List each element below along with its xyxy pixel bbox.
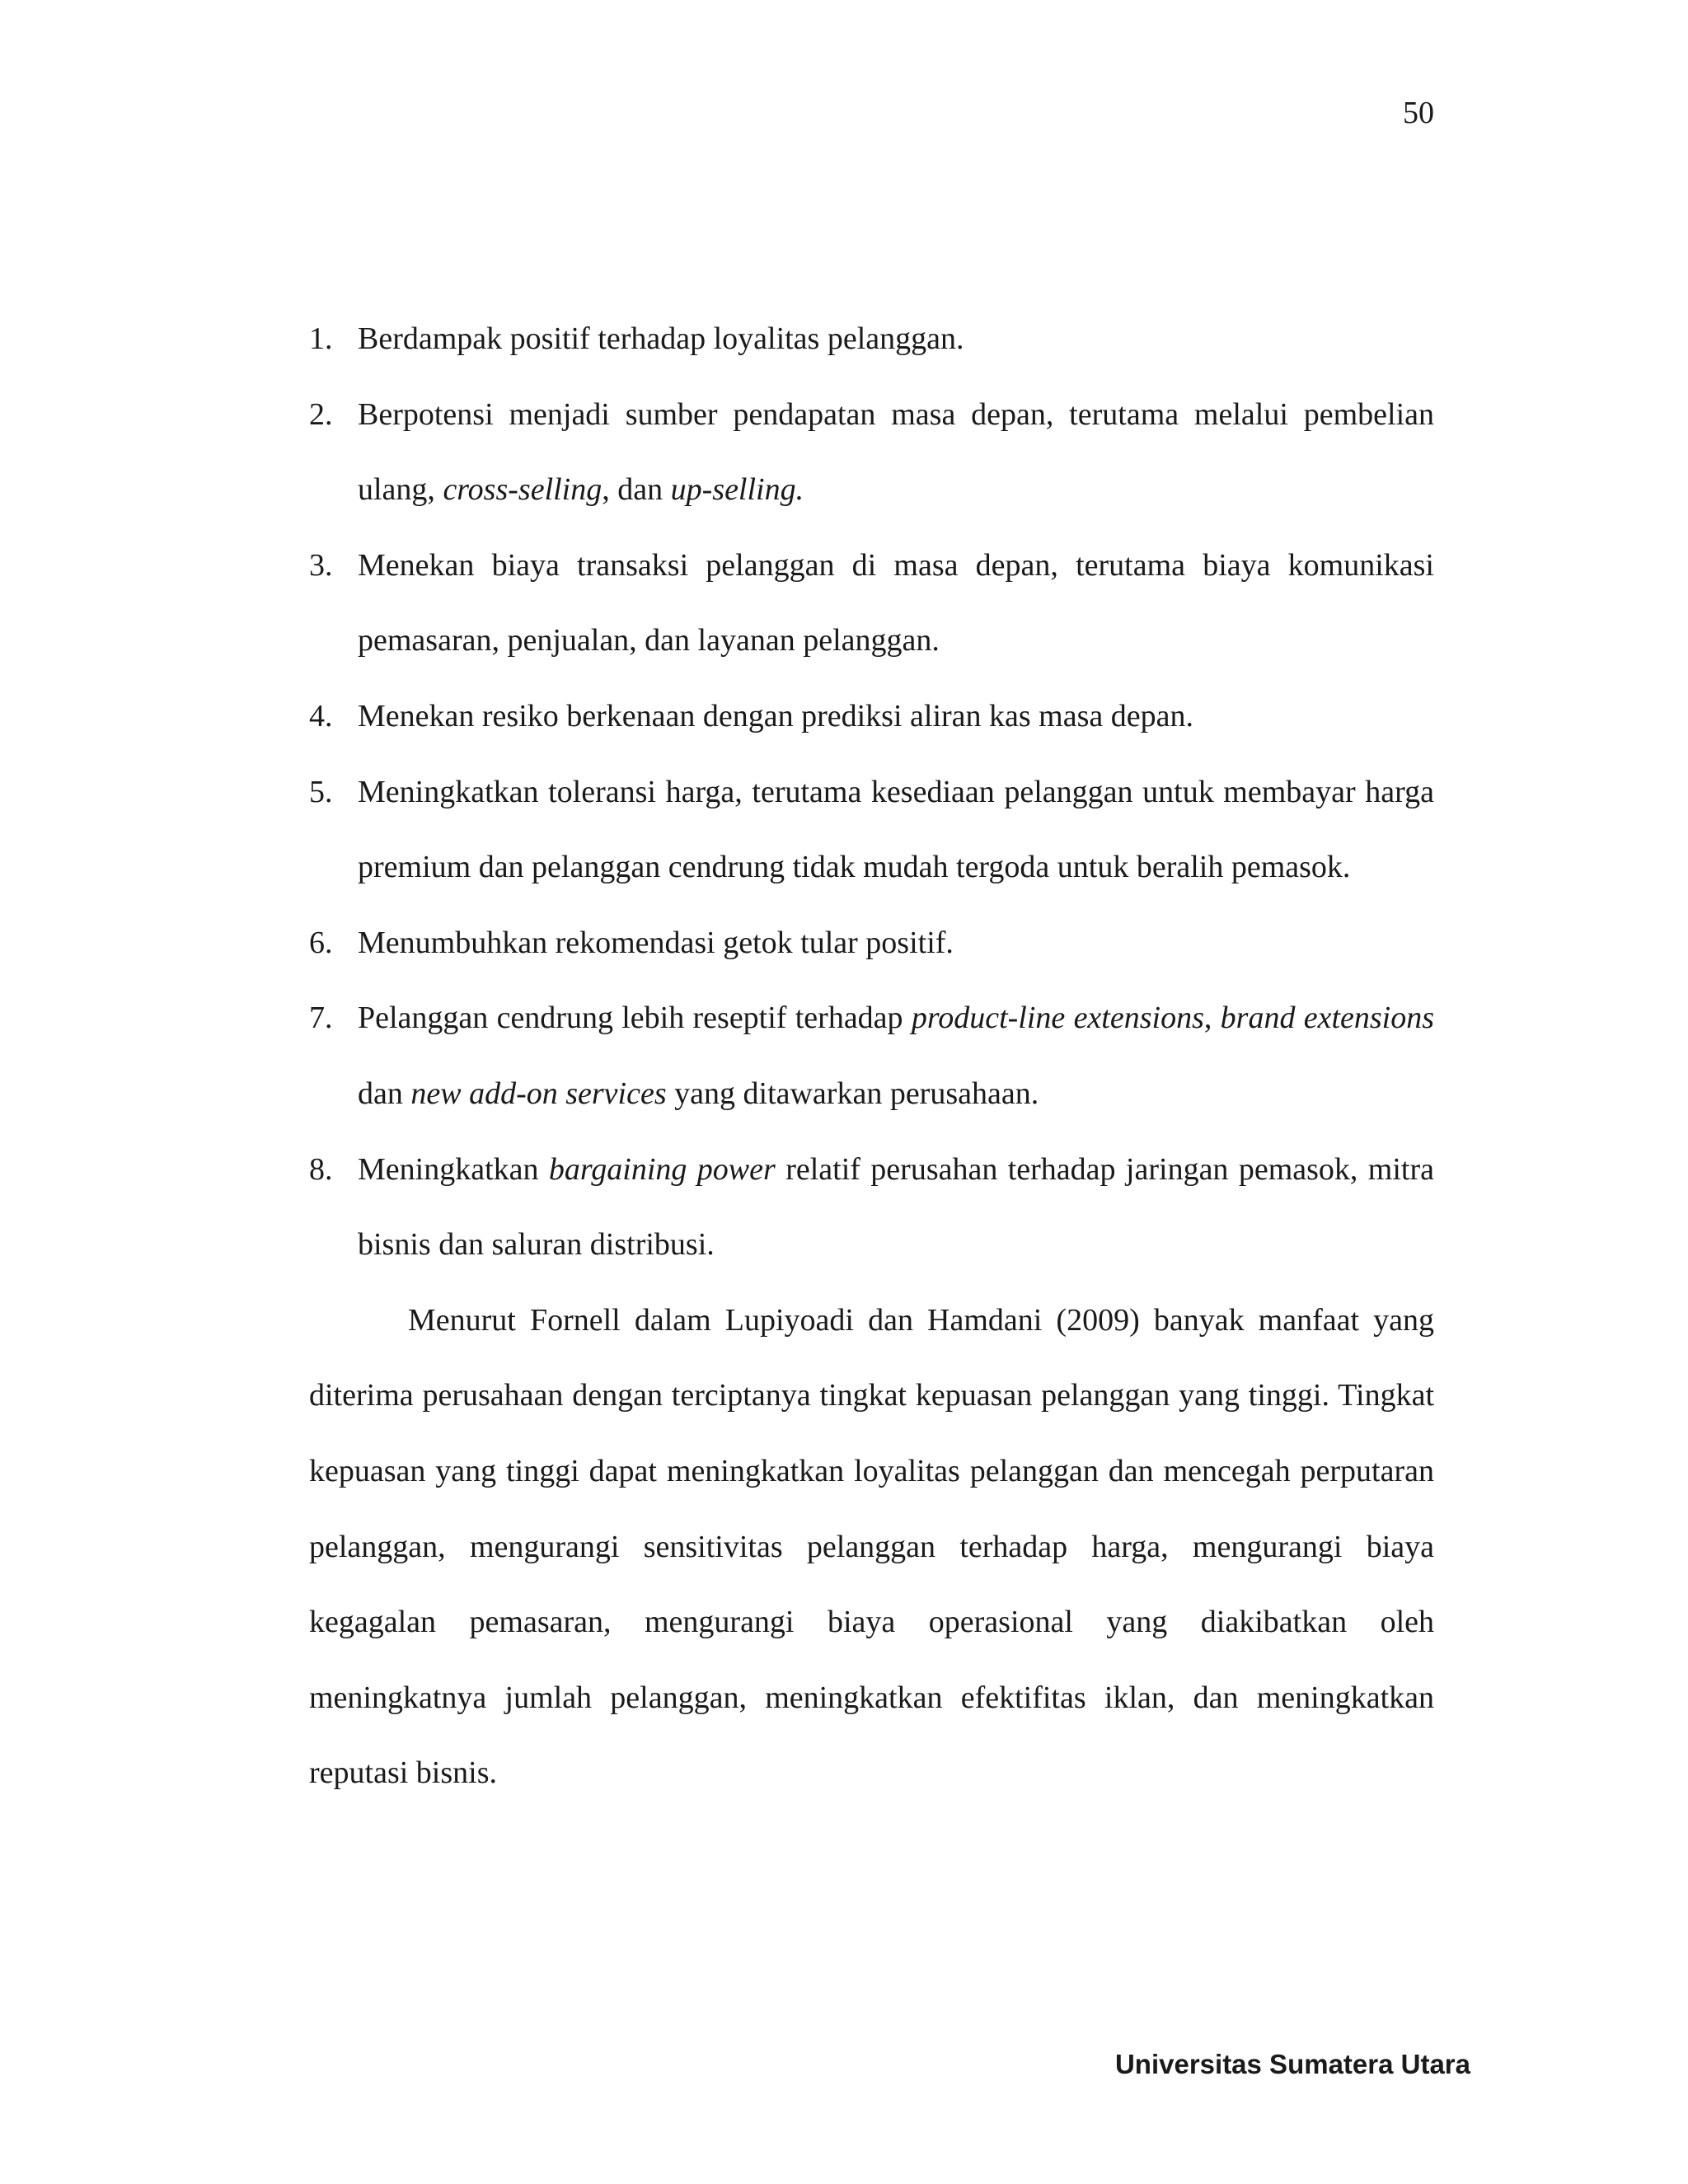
list-item — [309, 302, 1434, 377]
list-item — [309, 906, 1434, 982]
list-item-number: 7. — [309, 1001, 333, 1036]
list-item-number: 8. — [309, 1151, 333, 1187]
list-item-text: Menekan resiko berkenaan dengan prediksi aliran kas masa depan. — [358, 698, 1193, 733]
list-item-text: Pelanggan cendrung lebih reseptif terhadap — [358, 1001, 912, 1036]
list-item-number: 6. — [309, 925, 333, 960]
list-item-number: 4. — [309, 698, 333, 733]
list-item-italic: product-line extensions — [911, 1001, 1204, 1036]
list-item-number: 2. — [309, 396, 333, 432]
list-item-text: dan — [358, 1076, 411, 1111]
list-item — [309, 755, 1434, 906]
page-content — [309, 302, 1434, 1811]
list-item-italic: cross-selling — [443, 472, 603, 508]
list-item-italic: brand extensions — [1220, 1001, 1435, 1036]
list-item-text: , dan — [602, 472, 671, 508]
benefits-list — [309, 302, 1434, 1283]
list-item-text: Menekan biaya transaksi pelanggan di masa depan, terutama biaya komunikasi pemasaran, penjualan, dan layanan pelanggan. — [358, 547, 1434, 658]
list-item — [309, 1132, 1434, 1283]
list-item-italic: new add-on services — [410, 1076, 667, 1111]
list-item — [309, 377, 1434, 528]
page-number: 50 — [1403, 96, 1434, 130]
list-item — [309, 679, 1434, 755]
list-item-italic: up-selling. — [670, 472, 804, 508]
list-item-number: 3. — [309, 547, 333, 583]
list-item-text: yang ditawarkan perusahaan. — [666, 1076, 1039, 1111]
list-item-text: Meningkatkan — [358, 1151, 549, 1187]
list-item-text: , — [1203, 1001, 1221, 1036]
list-item — [309, 528, 1434, 679]
list-item-text: Berdampak positif terhadap loyalitas pelanggan. — [358, 321, 964, 356]
university-footer: Universitas Sumatera Utara — [1114, 2049, 1470, 2079]
list-item-italic: bargaining power — [548, 1151, 776, 1187]
list-item — [309, 981, 1434, 1132]
list-item-number: 5. — [309, 774, 333, 809]
list-item-text: Berpotensi menjadi sumber pendapatan masa depan, terutama melalui pembelian ulang, — [358, 396, 1434, 508]
list-item-text: relatif perusahan terhadap jaringan pemasok, mitra bisnis dan saluran distribusi. — [358, 1151, 1434, 1263]
list-item-number: 1. — [309, 321, 333, 356]
body-paragraph: Menurut Fornell dalam Lupiyoadi dan Hamdani (2009) banyak manfaat yang diterima perusahaan dengan terciptanya tingkat kepuasan pelanggan yang tinggi. Tingkat kepuasan yang tinggi dapat meningkatkan loyalitas pelanggan dan mencegah perputaran pelanggan, mengurangi sensitivitas pelanggan terhadap harga, mengurangi biaya kegagalan pemasaran, mengurangi biaya operasional yang diakibatkan oleh meningkatnya jumlah pelanggan, meningkatkan efektifitas iklan, dan meningkatkan reputasi bisnis. — [309, 1302, 1434, 1791]
list-item-text: Menumbuhkan rekomendasi getok tular positif. — [358, 925, 954, 960]
list-item-text: Meningkatkan toleransi harga, terutama kesediaan pelanggan untuk membayar harga premium dan pelanggan cendrung tidak mudah tergoda untuk beralih pemasok. — [358, 774, 1434, 885]
